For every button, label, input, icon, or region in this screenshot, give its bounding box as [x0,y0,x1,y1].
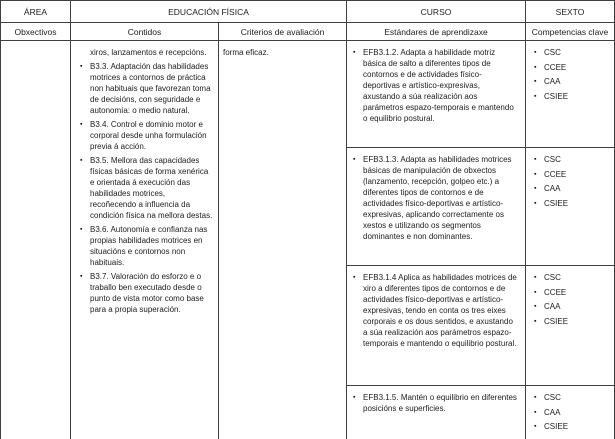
bullet-icon: ▪ [353,394,356,401]
competencia-item [534,407,611,418]
standard-cell-efb314 [347,266,526,386]
standard-item [353,392,518,414]
criterios-cell [219,41,347,439]
bullet-icon: ▪ [534,156,537,163]
standard-text: EFB3.1.3. Adapta as habilidades motrices básicas de manipulación de obxectos (lanzamento, recepción, golpeo etc.) a diferentes tipos de contornos e de actividades físico-deportivas e artístico-expresivas, aplicando correctamente os xestos e utilizando os segmentos dominantes e non dominantes. [363,155,512,241]
standard-text: EFB3.1.5. Mantén o equilibrio en diferentes posicións e superficies. [363,393,517,413]
contido-text: B3.4. Control e dominio motor e corporal desde unha formulación previa á acción. [90,120,207,151]
header-sexto: SEXTO [526,1,615,23]
competencias-cell-2 [526,148,615,266]
bullet-icon: ▪ [534,394,537,401]
competencia-label: CAA [544,302,561,311]
competencia-label: CSIEE [544,198,569,208]
bullet-icon: ▪ [534,408,537,416]
competencias-cell-3 [526,266,615,386]
competencia-label: CCEE [544,287,567,297]
competencia-item [534,62,611,73]
criterio-text: forma eficaz. [223,48,269,57]
bullet-icon: ▪ [80,273,83,280]
header-curso: CURSO [347,1,526,23]
bullet-icon: ▪ [80,63,83,70]
column-header-estandares: Estándares de aprendizaxe [347,23,526,41]
competencia-label: CSIEE [544,422,569,431]
bullet-icon: ▪ [353,49,356,56]
contido-text: B3.7. Valoración do esforzo e o traballo ben executado desde o punto de vista motor como base para a propia superación. [90,272,204,314]
competencia-item [534,198,611,209]
standard-item [353,154,518,242]
bullet-icon: ▪ [534,185,537,192]
bullet-icon: ▪ [80,157,83,164]
standard-item [353,47,518,124]
contido-item-b35 [80,155,213,221]
contido-text: xiros, lanzamentos e recepcións. [90,48,207,57]
competencia-label: CAA [544,77,561,86]
bullet-icon: ▪ [534,63,537,71]
bullet-icon: ▪ [353,274,356,281]
standard-text: EFB3.1.4 Aplica as habilidades motrices de xiro a diferentes tipos de contornos e de actividades físico-deportivas e artístico-expresivas, tendo en conta os tres eixes corporais e os dous sentidos, e axustando a súa realización aos parámetros espazo-temporais e mantendo o equilibrio postural. [363,273,517,348]
competencia-item [534,272,611,283]
competencia-label: CCEE [544,169,567,179]
contido-item-b36 [80,224,213,268]
contido-item-continuation [80,47,213,58]
column-header-criterios: Criterios de avaliación [219,23,347,41]
competencia-label: CSC [544,273,561,282]
competencia-item [534,287,611,298]
header-area: ÁREA [1,1,71,23]
bullet-icon: ▪ [534,92,537,100]
bullet-icon: ▪ [534,317,537,325]
contidos-cell [71,41,219,439]
competencia-label: CSIEE [544,91,569,101]
bullet-icon: ▪ [80,226,83,233]
bullet-icon: ▪ [534,49,537,56]
bullet-icon: ▪ [534,199,537,207]
column-header-competencias: Competencias clave [526,23,615,41]
competencia-label: CSC [544,48,561,57]
bullet-icon: ▪ [534,288,537,296]
competencias-cell-4 [526,386,615,439]
competencia-label: CAA [544,184,561,193]
competencia-item [534,392,611,403]
header-row-1 [1,1,615,23]
contido-item-b33 [80,61,213,116]
bullet-icon: ▪ [534,274,537,281]
bullet-icon: ▪ [80,121,83,128]
bullet-icon: ▪ [534,303,537,310]
contido-text: B3.6. Autonomía e confianza nas propias habilidades motrices en situacións e contornos non habituais. [90,225,208,267]
header-educacion-fisica: EDUCACIÓN FÍSICA [71,1,347,23]
bullet-icon: ▪ [353,156,356,163]
competencia-label: CCEE [544,62,567,72]
obxectivos-cell [1,41,71,439]
bullet-icon: ▪ [534,423,537,430]
standards-row-1 [1,41,615,148]
contido-item-b37 [80,271,213,315]
bullet-icon: ▪ [534,78,537,85]
contido-text: B3.3. Adaptación das habilidades motrices a contornos de práctica non habituais que favorezan toma de decisións, con seguridade e autonomía: o medio natural. [90,62,211,115]
header-row-2 [1,23,615,41]
contido-text: B3.5. Mellora das capacidades físicas básicas de forma xenérica e orientada á execución das habilidades motrices, recoñecendo a influencia da condición física na mellora destas. [90,156,213,220]
competencia-label: CSIEE [544,316,569,326]
standard-cell-efb312 [347,41,526,148]
competencia-item [534,154,611,165]
competencia-item [534,301,611,312]
standard-text: EFB3.1.2. Adapta a habilidade motriz básica de salto a diferentes tipos de contornos e de actividades físico-deportivas e artístico-expresivas, axustando a súa realización aos parámetros espazo-temporais e mantendo o equilibrio postural. [363,48,514,123]
competencia-label: CSC [544,393,561,402]
competencias-cell-1 [526,41,615,148]
competencia-item [534,76,611,87]
contido-item-b34 [80,119,213,152]
standard-item [353,272,518,349]
competencia-item [534,183,611,194]
competencia-item [534,91,611,102]
standard-cell-efb313 [347,148,526,266]
bullet-icon: ▪ [534,170,537,178]
competencia-label: CAA [544,407,561,417]
competencia-item [534,316,611,327]
competencia-item [534,169,611,180]
standard-cell-efb315 [347,386,526,439]
competencia-label: CSC [544,155,561,164]
column-header-contidos: Contidos [71,23,219,41]
competencia-item [534,47,611,58]
column-header-obxectivos: Obxectivos [1,23,71,41]
competencia-item [534,421,611,432]
